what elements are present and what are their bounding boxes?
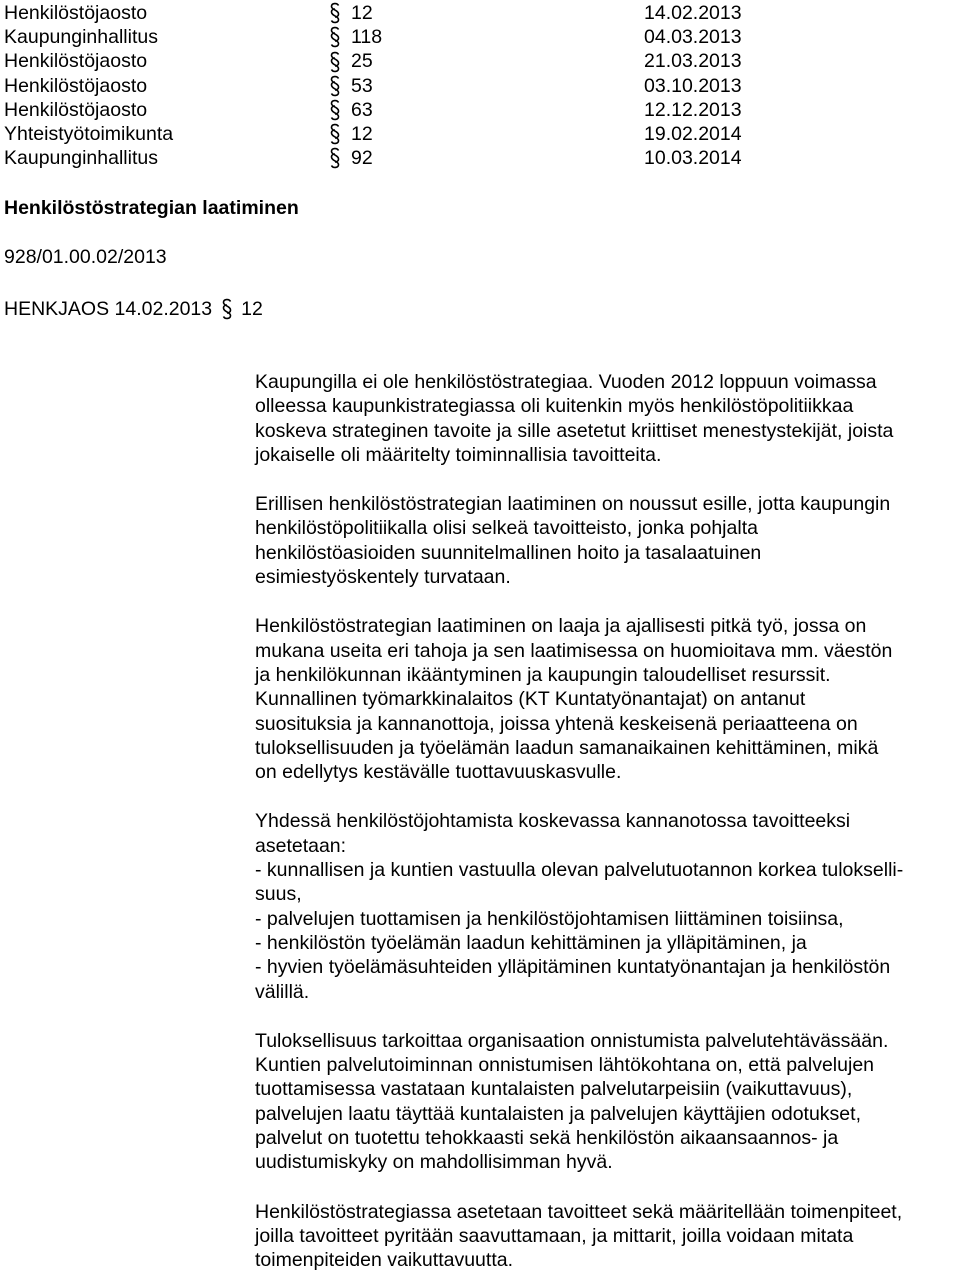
history-row [4, 74, 904, 98]
text-line: - palvelujen tuottamisen ja henkilöstöjohtamisen liittäminen toisiinsa, [255, 907, 844, 930]
text-line: Kuntien palvelutoiminnan onnistumisen lähtökohtana on, että palvelujen [255, 1054, 875, 1077]
history-row [4, 49, 904, 73]
text-line: palvelujen laatu täyttää kuntalaisten ja palvelujen käyttäjien odotukset, [255, 1102, 861, 1125]
text-line: Henkilöstöstrategian laatiminen on laaja ja ajallisesti pitkä työ, jossa on [255, 615, 867, 638]
decision-body: Henkilöstöjaosto [4, 50, 148, 73]
section-number: 53 [351, 74, 373, 97]
section-number: 63 [351, 98, 373, 121]
paragraph [255, 809, 960, 1003]
section-ref [329, 25, 382, 49]
history-row [4, 122, 904, 146]
section-ref [329, 122, 373, 146]
section-number: 92 [351, 147, 373, 170]
text-line: tuottamisessa vastataan kuntalaisten palvelutarpeisiin (vaikuttavuus), [255, 1078, 853, 1101]
text-line: Kaupungilla ei ole henkilöstöstrategiaa. Vuoden 2012 loppuun voimassa [255, 371, 877, 393]
text-line: uudistumiskyky on mahdollisimman hyvä. [255, 1151, 613, 1174]
decision-date: 21.03.2013 [644, 50, 742, 73]
text-line: koskeva strateginen tavoite ja sille asetetut kriittiset menestystekijät, joista [255, 419, 894, 442]
section-ref [329, 74, 373, 98]
section-ref [329, 49, 373, 73]
decision-body: Henkilöstöjaosto [4, 74, 148, 97]
text-line: Kunnallinen työmarkkinalaitos (KT Kuntatyönantajat) on antanut [255, 688, 806, 711]
decision-date: 12.12.2013 [644, 98, 742, 121]
section-sign-icon [329, 26, 341, 48]
text-line: - kunnallisen ja kuntien vastuulla olevan palvelutuotannon korkea tulokselli- [255, 859, 904, 882]
text-line: on edellytys kestävälle tuottavuuskasvulle. [255, 761, 622, 784]
text-line: Yhdessä henkilöstöjohtamista koskevassa kannanotossa tavoitteeksi [255, 810, 851, 833]
history-row [4, 146, 904, 170]
decision-body: Yhteistyötoimikunta [4, 123, 174, 145]
matter-title: Henkilöstöstrategian laatiminen [4, 197, 299, 219]
decision-date: 10.03.2014 [644, 147, 742, 170]
history-row [4, 98, 904, 122]
text-line: - henkilöstön työelämän laadun kehittäminen ja ylläpitäminen, ja [255, 931, 807, 954]
text-line: - hyvien työelämäsuhteiden ylläpitäminen kuntatyönantajan ja henkilöstön [255, 956, 891, 979]
paragraph [255, 492, 960, 589]
decision-body: Henkilöstöjaosto [4, 98, 148, 121]
reference-section: 12 [241, 298, 263, 320]
history-row [4, 25, 904, 49]
section-ref [329, 1, 373, 25]
decision-date: 03.10.2013 [644, 74, 742, 97]
section-number: 12 [351, 2, 373, 24]
text-line: tuloksellisuuden ja työelämän laadun samanaikainen kehittäminen, mikä [255, 736, 879, 759]
text-line: jokaiselle oli määritelty toiminnallisia tavoitteita. [255, 443, 662, 466]
paragraph [255, 614, 960, 784]
text-line: asetetaan: [255, 834, 347, 857]
decision-date: 04.03.2013 [644, 26, 742, 49]
text-line: ja henkilökunnan ikääntyminen ja kaupungin taloudelliset resurssit. [255, 663, 831, 686]
text-line: suus, [255, 883, 302, 906]
section-sign-icon [329, 51, 341, 73]
section-sign-icon [329, 2, 341, 24]
text-line: välillä. [255, 980, 310, 1003]
section-ref [329, 98, 373, 122]
section-number: 12 [351, 123, 373, 145]
decision-date: 14.02.2013 [644, 2, 742, 24]
text-line: esimiestyöskentely turvataan. [255, 566, 511, 589]
paragraph [255, 1029, 960, 1175]
text-line: Henkilöstöstrategiassa asetetaan tavoitteet sekä määritellään toimenpiteet, [255, 1200, 903, 1223]
diary-number: 928/01.00.02/2013 [4, 246, 167, 268]
meeting-reference [4, 297, 263, 321]
text-line: henkilöstöasioiden suunnitelmallinen hoito ja tasalaatuinen [255, 541, 762, 564]
section-ref [329, 146, 373, 170]
text-line: suosituksia ja kannanottoja, joissa yhtenä keskeisenä periaatteena on [255, 712, 858, 735]
section-sign-icon [329, 75, 341, 97]
history-row [4, 1, 904, 25]
decision-body: Kaupunginhallitus [4, 147, 158, 170]
section-number: 118 [351, 26, 383, 49]
text-line: olleessa kaupunkistrategiassa oli kuitenkin myös henkilöstöpolitiikkaa [255, 395, 854, 418]
text-line: Tuloksellisuus tarkoittaa organisaation onnistumista palvelutehtävässään. [255, 1029, 889, 1052]
section-sign-icon [221, 298, 233, 320]
text-line: Erillisen henkilöstöstrategian laatiminen on noussut esille, jotta kaupungin [255, 493, 891, 516]
text-line: toimenpiteiden vaikuttavuutta. [255, 1249, 513, 1272]
reference-prefix: HENKJAOS 14.02.2013 [4, 298, 213, 320]
paragraph [255, 370, 960, 467]
paragraph [255, 1200, 960, 1273]
text-line: joilla tavoitteet pyritään saavuttamaan, ja mittarit, joilla voidaan mitata [255, 1224, 854, 1247]
section-sign-icon [329, 99, 341, 121]
section-number: 25 [351, 50, 373, 73]
text-line: palvelut on tuotettu tehokkaasti sekä henkilöstön aikaansaannos- ja [255, 1127, 839, 1150]
decision-body: Kaupunginhallitus [4, 26, 158, 49]
presentation-text [255, 370, 960, 1273]
text-line: mukana useita eri tahoja ja sen laatimisessa on huomioitava mm. väestön [255, 639, 893, 662]
text-line: henkilöstöpolitiikalla olisi selkeä tavoitteisto, jonka pohjalta [255, 517, 758, 540]
decision-body: Henkilöstöjaosto [4, 2, 148, 24]
decision-date: 19.02.2014 [644, 123, 742, 145]
section-sign-icon [329, 147, 341, 169]
section-sign-icon [329, 123, 341, 145]
